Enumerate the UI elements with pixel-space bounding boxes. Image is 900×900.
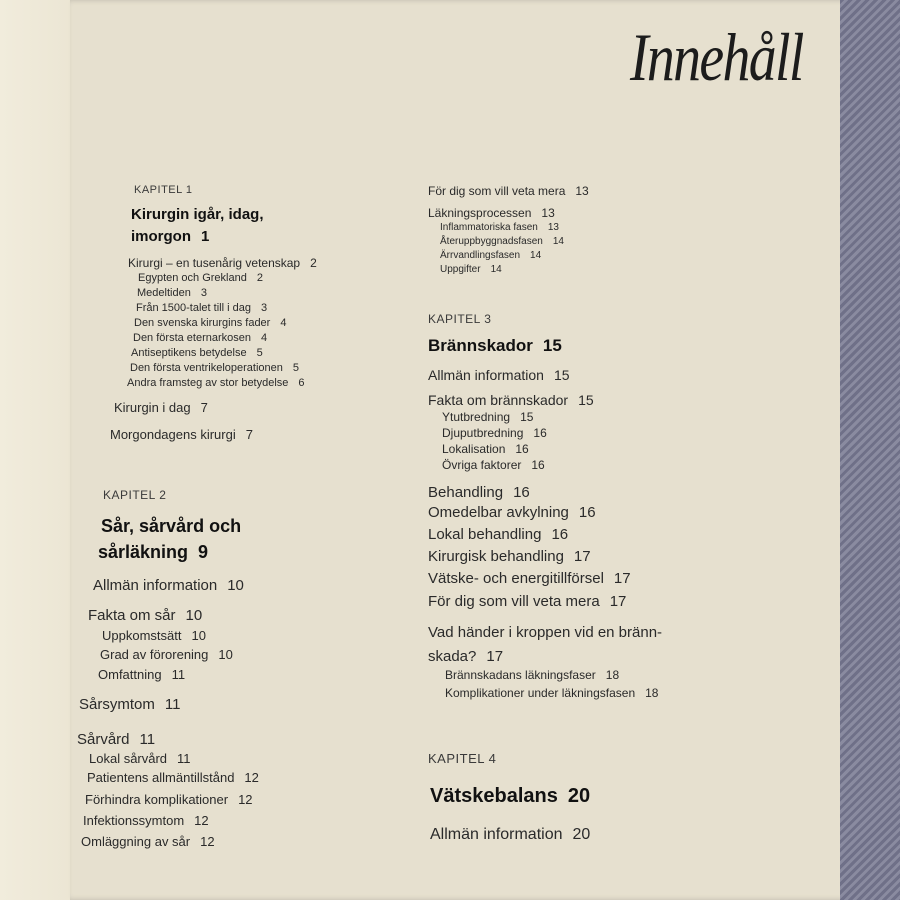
toc-entry: Djuputbredning 16: [442, 426, 547, 440]
chapter-4-label: KAPITEL 4: [428, 751, 497, 766]
toc-entry: Läkningsprocessen 13: [428, 206, 555, 220]
toc-entry: Egypten och Grekland 2: [138, 272, 263, 284]
toc-entry: Andra framsteg av stor betydelse 6: [127, 377, 305, 389]
chapter-1-page: 1: [201, 228, 210, 245]
toc-entry: Antiseptikens betydelse 5: [131, 347, 263, 359]
toc-entry: Kirurgi – en tusenårig vetenskap 2: [128, 256, 317, 270]
toc-entry: Lokalisation 16: [442, 442, 529, 456]
fabric-background: [840, 0, 900, 900]
toc-entry: Den första eternarkosen 4: [133, 332, 268, 344]
toc-entry: Grad av förorening 10: [100, 647, 233, 662]
toc-entry: Fakta om sår 10: [88, 607, 203, 624]
toc-entry: Sårvård 11: [77, 731, 156, 748]
toc-entry: Allmän information 20: [430, 826, 591, 843]
toc-entry: Brännskadans läkningsfaser 18: [445, 668, 620, 682]
toc-entry: Uppkomstsätt 10: [102, 628, 206, 643]
toc-entry: Fakta om brännskador 15: [428, 392, 594, 408]
toc-entry: Omfattning 11: [98, 667, 186, 682]
toc-entry: Ytutbredning 15: [442, 410, 534, 424]
toc-entry: Vätske- och energitillförsel 17: [428, 570, 631, 587]
page-title: Innehåll: [630, 19, 803, 95]
chapter-3-page: 15: [542, 336, 562, 355]
chapter-2-label: KAPITEL 2: [103, 488, 167, 502]
chapter-1-title-line2: imorgon 1: [131, 228, 210, 245]
toc-entry: Uppgifter 14: [440, 264, 502, 275]
toc-entry: Allmän information 10: [93, 577, 244, 594]
toc-entry: Behandling 16: [428, 484, 530, 501]
toc-entry: Komplikationer under läkningsfasen 18: [445, 686, 659, 700]
toc-entry: Omläggning av sår 12: [81, 834, 215, 849]
toc-entry: Den första ventrikeloperationen 5: [130, 362, 299, 374]
toc-entry: Allmän information 15: [428, 367, 570, 383]
toc-entry: Vad händer i kroppen vid en bränn-: [428, 624, 663, 641]
chapter-2-title-line1: Sår, sårvård och: [101, 516, 242, 536]
chapter-1-title-line1: Kirurgin igår, idag,: [131, 206, 264, 223]
toc-entry: Infektionssymtom 12: [83, 813, 209, 828]
chapter-2-page: 9: [198, 542, 209, 562]
toc-entry: Återuppbyggnadsfasen 14: [440, 236, 564, 247]
toc-entry: Kirurgisk behandling 17: [428, 548, 591, 565]
toc-entry: Sårsymtom 11: [79, 696, 181, 713]
toc-entry: Inflammatoriska fasen 13: [440, 222, 559, 233]
toc-entry: Ärrvandlingsfasen 14: [440, 250, 542, 261]
toc-entry: skada? 17: [428, 648, 504, 665]
chapter-2-title-line2: sårläkning 9: [98, 542, 209, 562]
toc-entry: För dig som vill veta mera 13: [428, 184, 589, 198]
toc-entry: Patientens allmäntillstånd 12: [87, 770, 259, 785]
chapter-4-page: 20: [567, 785, 591, 807]
chapter-3-label: KAPITEL 3: [428, 312, 492, 326]
chapter-3-title: Brännskador 15: [428, 336, 562, 355]
toc-entry: Lokal behandling 16: [428, 526, 569, 543]
toc-entry: Lokal sårvård 11: [89, 751, 191, 766]
chapter-1-label: KAPITEL 1: [134, 184, 193, 196]
toc-entry: Förhindra komplikationer 12: [85, 792, 253, 807]
toc-entry: Kirurgin i dag 7: [114, 400, 208, 415]
toc-entry: Morgondagens kirurgi 7: [110, 427, 253, 442]
toc-entry: Den svenska kirurgins fader 4: [134, 317, 287, 329]
chapter-4-title: Vätskebalans 20: [430, 785, 591, 807]
toc-entry: Övriga faktorer 16: [442, 458, 545, 472]
toc-entry: Medeltiden 3: [137, 287, 207, 299]
toc-entry: Från 1500-talet till i dag 3: [136, 302, 268, 314]
toc-entry: Omedelbar avkylning 16: [428, 504, 596, 521]
toc-entry: För dig som vill veta mera 17: [428, 593, 627, 610]
book-page: [70, 0, 870, 900]
